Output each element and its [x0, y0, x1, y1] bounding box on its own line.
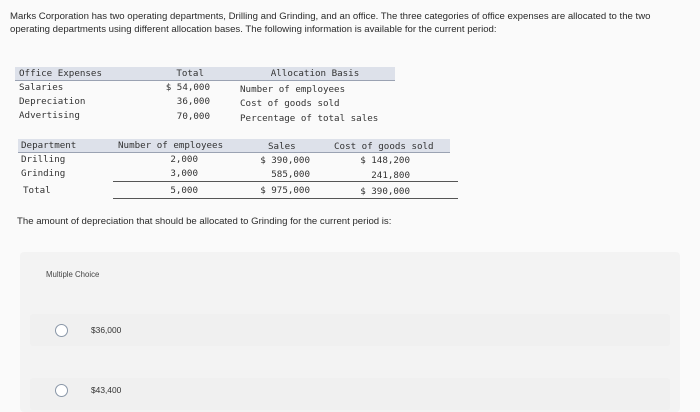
department-name: Total [23, 185, 51, 196]
answer-option[interactable] [30, 314, 670, 346]
department-name: Grinding [21, 168, 66, 179]
department-cogs: $ 148,200 [360, 155, 410, 166]
total-rule [113, 198, 458, 199]
answer-option-label: $36,000 [91, 325, 122, 335]
expense-basis: Number of employees [240, 84, 346, 95]
subtotal-rule [113, 181, 458, 182]
expense-total: 36,000 [176, 96, 210, 107]
expense-basis: Cost of goods sold [240, 98, 340, 109]
department-name: Drilling [21, 154, 66, 165]
department-sales: $ 390,000 [260, 155, 310, 166]
answer-option[interactable] [30, 378, 670, 410]
header-allocation-basis: Allocation Basis [270, 68, 360, 79]
header-department: Department [21, 140, 77, 151]
expense-total: $ 54,000 [165, 82, 210, 93]
question-text: The amount of depreciation that should be allocated to Grinding for the current period is: [17, 216, 392, 227]
answer-option-label: $43,400 [91, 385, 122, 395]
radio-button[interactable] [55, 384, 68, 397]
expense-name: Salaries [19, 82, 64, 93]
expense-name: Advertising [19, 110, 80, 121]
header-number-of-employees: Number of employees [118, 140, 224, 151]
department-cogs: 241,800 [371, 170, 410, 181]
department-sales: 585,000 [271, 169, 310, 180]
department-employees: 3,000 [170, 168, 198, 179]
radio-button[interactable] [55, 324, 68, 337]
multiple-choice-label: Multiple Choice [46, 270, 100, 279]
expense-basis: Percentage of total sales [240, 113, 379, 124]
header-office-expenses: Office Expenses [19, 68, 102, 79]
expense-total: 70,000 [176, 111, 210, 122]
department-employees: 5,000 [170, 185, 198, 196]
header-total: Total [176, 68, 204, 79]
department-employees: 2,000 [170, 154, 198, 165]
header-sales: Sales [268, 141, 296, 152]
department-cogs: $ 390,000 [360, 186, 410, 197]
department-sales: $ 975,000 [260, 185, 310, 196]
header-cost-of-goods-sold: Cost of goods sold [334, 141, 434, 152]
expense-name: Depreciation [19, 96, 86, 107]
problem-intro: Marks Corporation has two operating departments, Drilling and Grinding, and an office. The three categories of office expenses are allocated to the two operating departments using different allocation bases. The following information is available for the current period: [10, 11, 651, 35]
